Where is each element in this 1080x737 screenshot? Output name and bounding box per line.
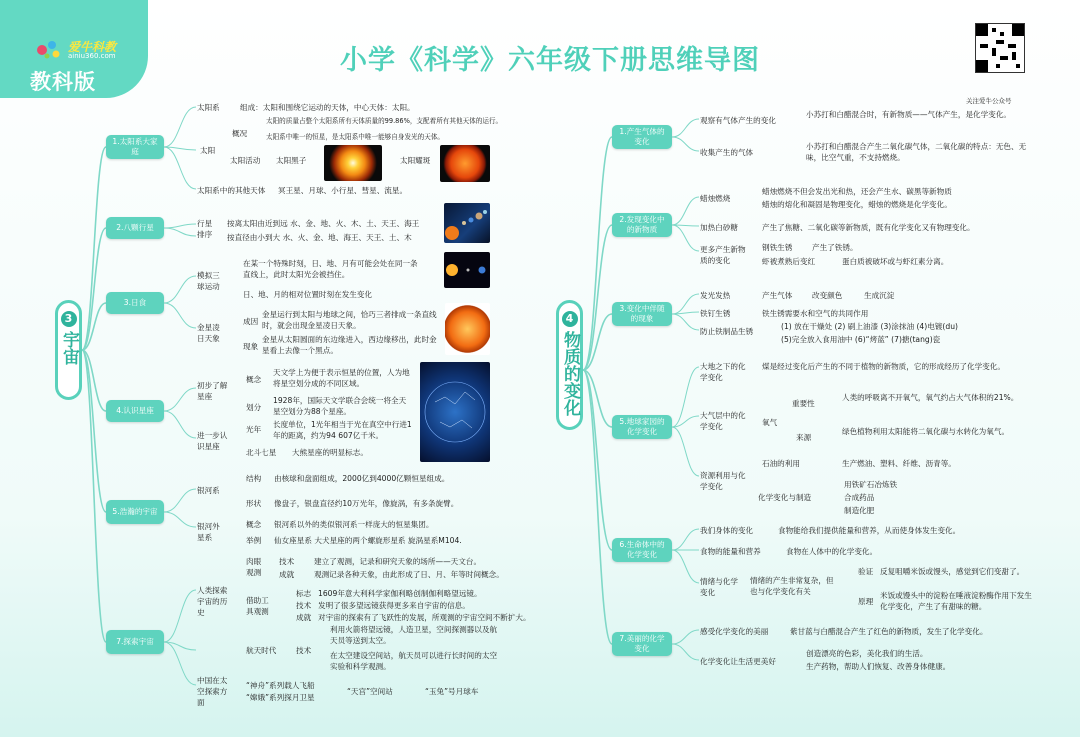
node-venus-transit: 金星凌日天象 (197, 323, 220, 343)
section-phenomena: 3.变化中伴随的现象 (612, 302, 672, 326)
text-three-body-1: 在某一个特殊时刻，日、地、月有可能会处在同一条直线上，此时太阳光会被挡住。 (243, 259, 418, 279)
text-shape: 像盘子，银盘直径约10万光年，像旋涡，有多条旋臂。 (274, 499, 459, 508)
node-more-changes: 更多产生新物质的变化 (700, 245, 746, 265)
section-universe: 5.浩瀚的宇宙 (106, 500, 164, 524)
text-feel-beauty: 紫甘蓝与白醋混合产生了红色的新物质，发生了化学变化。 (790, 627, 988, 636)
node-sun: 太阳 (200, 146, 216, 155)
node-atmosphere: 大气层中的化学变化 (700, 411, 746, 431)
text-tiangong: “天宫”空间站 (347, 687, 393, 696)
text-shenzhou: “神舟”系列载人飞船 (246, 681, 315, 690)
text-ach-2: 对宇宙的探索有了飞跃性的发展，所观测的宇宙空间不断扩大。 (318, 613, 531, 622)
unit4-pill (556, 300, 583, 430)
text-overview-2: 太阳系中唯一的恒星，是太阳系中唯一能够自身发光的天体。 (266, 133, 445, 141)
text-observe-gas: 小苏打和白醋混合时，有新物质——气体产生，是化学变化。 (806, 110, 1012, 119)
node-solar-system: 太阳系 (197, 103, 220, 112)
text-candle-1: 蜡烛燃烧不但会发出光和热，还会产生水、碳黑等新物质 (762, 187, 952, 196)
page-title: 小学《科学》六年级下册思维导图 (340, 45, 760, 76)
node-three-body: 模拟三球运动 (197, 271, 220, 291)
text-shrimp: 虾被煮熟后变红 (762, 257, 816, 266)
unit4-number: 4 (562, 311, 578, 327)
node-planet-order: 行星排序 (197, 219, 213, 239)
text-example: 仙女座星系 大犬星座的两个螺旋形星系 旋涡星系M104. (274, 536, 462, 545)
node-food-energy: 食物的能量和营养 (700, 547, 761, 556)
text-prevent-2: (5)完全放入食用油中 (6)“烤蓝” (7)搪(tang)瓷 (781, 335, 941, 344)
node-nail-rust: 铁钉生锈 (700, 309, 731, 318)
star-map-image (420, 362, 490, 462)
text-nail-rust: 铁生锈需要水和空气的共同作用 (762, 309, 869, 318)
text-three-body-2: 日、地、月的相对位置时刻在发生变化 (243, 290, 373, 299)
node-prevent-rust: 防止铁制品生锈 (700, 327, 754, 336)
node-source: 来源 (796, 433, 812, 442)
node-better-life: 化学变化让生活更美好 (700, 657, 776, 666)
node-feel-beauty: 感受化学变化的美丽 (700, 627, 769, 636)
text-prevent-1: (1) 放在干燥处 (2) 刷上油漆 (3)涂抹油 (4)电镀(du) (781, 322, 958, 331)
text-other-bodies: 冥王星、月球、小行星、彗星、流星。 (278, 186, 408, 195)
section-gas-change: 1.产生气体的变化 (612, 125, 672, 149)
node-oxygen: 氧气 (762, 418, 778, 427)
node-emotion: 情绪与化学变化 (700, 577, 738, 597)
text-tech-3b: 在太空建设空间站，航天员可以进行长时间的太空实验和科学观测。 (330, 651, 498, 671)
node-space-age: 航天时代 (246, 646, 277, 655)
node-petroleum: 石油的利用 (762, 459, 800, 468)
venus-transit-image (445, 303, 490, 355)
text-manufacture-3: 制造化肥 (844, 506, 875, 515)
section-beautiful-change: 7.美丽的化学变化 (612, 632, 672, 656)
qr-code (975, 23, 1025, 73)
node-naked-eye: 肉眼观测 (246, 557, 262, 577)
node-china: 中国在太空探索方面 (197, 676, 228, 707)
text-sugar: 产生了焦糖、二氧化碳等新物质，既有化学变化又有物理变化。 (762, 223, 975, 232)
text-better-life-2: 生产药物，帮助人们恢复、改善身体健康。 (806, 662, 951, 671)
node-ach-1: 成就 (279, 570, 295, 579)
text-order-distance: 按离太阳由近到远 水、金、地、火、木、土、天王、海王 (227, 219, 420, 228)
node-structure: 结构 (246, 474, 262, 483)
node-resource: 资源利用与化学变化 (700, 471, 746, 491)
text-candle-2: 蜡烛的熔化和凝固是物理变化，蜡烛的燃烧是化学变化。 (762, 200, 952, 209)
text-yutu: “玉兔”号月球车 (425, 687, 479, 696)
text-transit-phen: 金星从太阳圆面的东边缘进入，西边缘移出，此时金星看上去像一个黑点。 (262, 335, 437, 355)
text-big-dipper: 大熊星座的明显标志。 (292, 448, 368, 457)
node-transit-cause: 成因 (243, 317, 259, 326)
section-life-change: 6.生命体中的化学变化 (612, 538, 672, 562)
logo-icon (34, 38, 64, 60)
text-solar-system-def: 组成：太阳和围绕它运动的天体，中心天体：太阳。 (240, 103, 415, 112)
constellation-icon (420, 362, 490, 462)
text-light-year: 长度单位，1光年相当于光在真空中行进1年的距离，约为94 607亿千米。 (273, 420, 412, 440)
node-tool-observe: 借助工具观测 (246, 596, 269, 616)
node-tech-1: 技术 (279, 557, 295, 566)
text-tech-2: 发明了很多望远镜获得更多来自宇宙的信息。 (318, 601, 470, 610)
node-sugar: 加热白砂糖 (700, 223, 738, 232)
section-planets: 2.八颗行星 (106, 217, 164, 239)
node-sun-activity: 太阳活动 (230, 156, 261, 165)
section-solar-system: 1.太阳系大家庭 (106, 135, 164, 159)
node-other-bodies: 太阳系中的其他天体 (197, 186, 266, 195)
text-precipitate: 生成沉淀 (864, 291, 895, 300)
text-emotion: 情绪的产生非常复杂，但也与化学变化有关 (750, 576, 834, 596)
text-structure: 由核球和盘面组成，2000亿到4000亿颗恒星组成。 (274, 474, 450, 483)
planets-image (444, 203, 490, 243)
unit3-pill (55, 300, 82, 400)
sunspot-image (324, 145, 382, 181)
text-food-energy: 食物在人体中的化学变化。 (786, 547, 878, 556)
node-history: 人类探索宇宙的历史 (197, 586, 228, 617)
section-constellations: 4.认识星座 (106, 400, 164, 422)
node-first-know: 初步了解星座 (197, 381, 228, 401)
unit4-title: 物质的变化 (560, 331, 580, 416)
node-sun-overview: 概况 (232, 129, 248, 138)
node-tech-3: 技术 (296, 646, 312, 655)
text-petroleum: 生产燃油、塑料、纤维、沥青等。 (842, 459, 956, 468)
node-body-change: 我们身体的变化 (700, 526, 754, 535)
solar-flare-image (440, 145, 490, 182)
text-divide: 1928年，国际天文学联合会统一将全天星空划分为88个星座。 (273, 396, 407, 416)
text-principle: 米饭或馒头中的淀粉在唾液淀粉酶作用下发生化学变化，产生了有甜味的糖。 (880, 591, 1032, 611)
node-shape: 形状 (246, 499, 262, 508)
node-importance: 重要性 (792, 399, 815, 408)
node-candle: 蜡烛燃烧 (700, 194, 731, 203)
node-concept: 概念 (246, 375, 262, 384)
node-example: 举例 (246, 536, 262, 545)
text-better-life-1: 创造漂亮的色彩，美化我们的生活。 (806, 649, 928, 658)
text-tech-3a: 利用火箭将望远镜，人造卫星，空间探测器以及航天员等送到太空。 (330, 625, 498, 645)
text-importance: 人类的呼吸离不开氧气，氧气约占大气体积的21%。 (842, 393, 1019, 402)
node-transit-phen: 现象 (243, 342, 259, 351)
unit3-number: 3 (61, 311, 77, 327)
section-earth-change: 5.地球家园的化学变化 (612, 415, 672, 439)
qr-caption: 关注爱牛公众号 (966, 97, 1012, 105)
text-change: “嫦娥”系列探月卫星 (246, 693, 315, 702)
text-iron-rust: 钢铁生锈 (762, 243, 793, 252)
section-explore: 7.探索宇宙 (106, 630, 164, 654)
text-collect-gas: 小苏打和白醋混合产生二氧化碳气体，二氧化碳的特点：无色、无味，比空气重，不支持燃烧。 (806, 142, 1027, 162)
node-principle: 原理 (858, 597, 874, 606)
text-flares: 太阳耀斑 (400, 156, 431, 165)
node-divide: 划分 (246, 403, 262, 412)
node-milky-way: 银河系 (197, 486, 220, 495)
text-ext-concept: 银河系以外的类似银河系一样庞大的恒星集团。 (274, 520, 434, 529)
brand-url: ainiu360.com (68, 52, 116, 60)
node-manufacture: 化学变化与制造 (758, 493, 812, 502)
brand-name: 爱牛科教 (68, 40, 117, 54)
node-ach-2: 成就 (296, 613, 312, 622)
text-ach-1: 观测记录各种天象，由此形成了日、月、年等时间概念。 (314, 570, 504, 579)
section-new-substance: 2.发现变化中的新物质 (612, 213, 672, 237)
text-underground: 煤是经过变化后产生的不同于植物的新物质，它的形成经历了化学变化。 (762, 362, 1005, 371)
text-order-diameter: 按直径由小到大 水、火、金、地、海王、天王、土、木 (227, 233, 412, 242)
qr-code-icon (976, 24, 1024, 72)
text-shrimp-result: 蛋白质被破坏或与虾红素分离。 (842, 257, 949, 266)
node-ext-galaxy: 银河外星系 (197, 522, 220, 542)
section-eclipse: 3.日食 (106, 292, 164, 314)
text-verify: 反复咀嚼米饭或馒头，感觉到它们变甜了。 (880, 567, 1025, 576)
node-ext-concept: 概念 (246, 520, 262, 529)
text-transit-cause: 金星运行到太阳与地球之间，恰巧三者排成一条直线时，就会出现金星凌日天象。 (262, 310, 437, 330)
text-manufacture-1: 用铁矿石冶炼铁 (844, 480, 898, 489)
text-sign: 1609年意大利科学家伽利略创制伽利略望远镜。 (318, 589, 482, 598)
text-produce-gas: 产生气体 (762, 291, 793, 300)
eclipse-icon (444, 252, 490, 288)
node-underground: 大地之下的化学变化 (700, 362, 746, 382)
text-sunspots: 太阳黑子 (276, 156, 307, 165)
edition-label: 教科版 (30, 70, 96, 94)
text-body-change: 食物能给我们提供能量和营养，从而使身体发生变化。 (778, 526, 961, 535)
text-overview-1: 太阳的质量占整个太阳系所有天体质量的99.86%，支配着所有其他天体的运行。 (266, 117, 503, 125)
eclipse-image (444, 252, 490, 288)
node-light-year: 光年 (246, 425, 262, 434)
node-light-heat: 发光发热 (700, 291, 731, 300)
text-source: 绿色植物利用太阳能将二氧化碳与水转化为氧气。 (842, 427, 1010, 436)
text-tech-1: 建立了观测，记录和研究天象的场所——天文台。 (314, 557, 482, 566)
text-change-color: 改变颜色 (812, 291, 843, 300)
unit3-title: 宇宙 (59, 331, 79, 365)
node-verify: 验证 (858, 567, 874, 576)
node-collect-gas: 收集产生的气体 (700, 148, 754, 157)
node-tech-2: 技术 (296, 601, 312, 610)
text-iron-rust-result: 产生了铁锈。 (812, 243, 858, 252)
node-sign: 标志 (296, 589, 312, 598)
text-concept: 天文学上为便于表示恒星的位置，人为地将星空划分成的不同区域。 (273, 368, 410, 388)
node-big-dipper: 北斗七星 (246, 448, 277, 457)
planets-icon (444, 203, 490, 243)
node-observe-gas: 观察有气体产生的变化 (700, 116, 776, 125)
node-further: 进一步认识星座 (197, 431, 228, 451)
text-manufacture-2: 合成药品 (844, 493, 875, 502)
